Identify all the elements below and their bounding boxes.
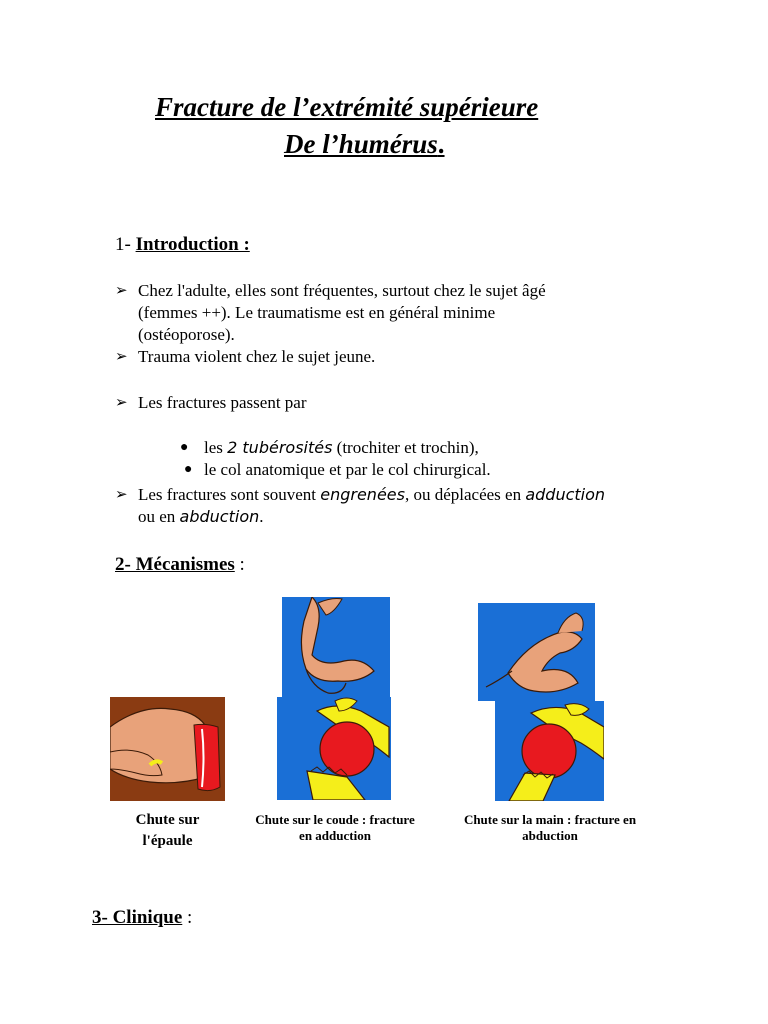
last-italic-3: abduction <box>179 507 260 526</box>
section-1-heading <box>115 233 250 257</box>
caption-shoulder-line-2: l'épaule <box>142 833 193 849</box>
arrow-bullet-icon: ➢ <box>115 349 128 365</box>
hand-fracture-abduction-diagram <box>495 701 604 801</box>
section-3-suffix: : <box>182 907 193 928</box>
arrow-bullet-icon: ➢ <box>115 487 128 503</box>
shoulder-fall-illustration <box>110 697 225 801</box>
last-mid: , ou déplacées en <box>404 485 526 504</box>
caption-hand-line-1: Chute sur la main : fracture en <box>463 812 637 827</box>
last-l2-post: . <box>259 507 264 526</box>
section-2-heading <box>115 553 245 577</box>
sub-item-1-italic: 2 tubérosités <box>227 438 333 457</box>
caption-shoulder-line-1: Chute sur <box>135 812 200 828</box>
intro-bullet-1-line-2: (femmes ++). Le traumatisme est en général minime <box>138 303 496 322</box>
dot-bullet-icon: ● <box>180 440 189 455</box>
sub-list <box>180 437 700 481</box>
title-line-2-dot: . <box>437 129 445 159</box>
sub-item-1 <box>204 437 479 459</box>
intro-bullet-2 <box>115 346 735 368</box>
intro-bullet-4 <box>115 484 735 528</box>
intro-bullet-1-line-1: Chez l'adulte, elles sont fréquentes, surtout chez le sujet âgé <box>138 281 546 300</box>
intro-bullet-4-line-1 <box>138 484 605 506</box>
caption-shoulder <box>110 810 225 852</box>
intro-bullet-1-line-3: (ostéoporose). <box>138 325 235 344</box>
sub-item-1-pre: les <box>204 438 228 457</box>
caption-elbow-line-1: Chute sur le coude : fracture <box>255 812 415 827</box>
last-italic-2: adduction <box>525 485 606 504</box>
intro-bullet-3-line-1: Les fractures passent par <box>138 393 307 412</box>
section-3-title: 3- Clinique <box>92 907 183 928</box>
intro-bullet-4-line-2 <box>138 506 264 528</box>
intro-bullet-2-line-1: Trauma violent chez le sujet jeune. <box>138 347 376 366</box>
intro-list <box>115 280 735 368</box>
caption-hand <box>440 812 660 844</box>
section-2-title: 2- Mécanismes <box>115 554 235 575</box>
last-l2-pre: ou en <box>138 507 180 526</box>
section-2-suffix: : <box>234 554 245 575</box>
sub-item-2: le col anatomique et par le col chirurgical. <box>204 460 491 479</box>
hand-fall-figure <box>478 603 595 701</box>
sub-item-1-post: (trochiter et trochin), <box>332 438 479 457</box>
arrow-bullet-icon: ➢ <box>115 395 128 411</box>
last-pre: Les fractures sont souvent <box>138 485 321 504</box>
caption-elbow-line-2: en adduction <box>299 828 371 843</box>
caption-hand-line-2: abduction <box>522 828 578 843</box>
title-line-2-text: De l’humérus <box>284 129 438 159</box>
elbow-fall-figure <box>282 597 390 698</box>
intro-bullet-3 <box>115 392 735 414</box>
intro-bullet-1 <box>115 280 735 346</box>
title-line-2 <box>284 128 445 160</box>
section-1-title: Introduction : <box>135 234 250 255</box>
dot-bullet-icon: ● <box>184 462 193 477</box>
section-1-number: 1- <box>115 234 136 255</box>
arrow-bullet-icon: ➢ <box>115 283 128 299</box>
elbow-fracture-adduction-diagram <box>277 697 391 800</box>
caption-elbow <box>230 812 440 844</box>
last-italic-1: engrenées <box>320 485 405 504</box>
title-line-1: Fracture de l’extrémité supérieure <box>155 92 539 122</box>
section-3-heading <box>92 906 192 930</box>
